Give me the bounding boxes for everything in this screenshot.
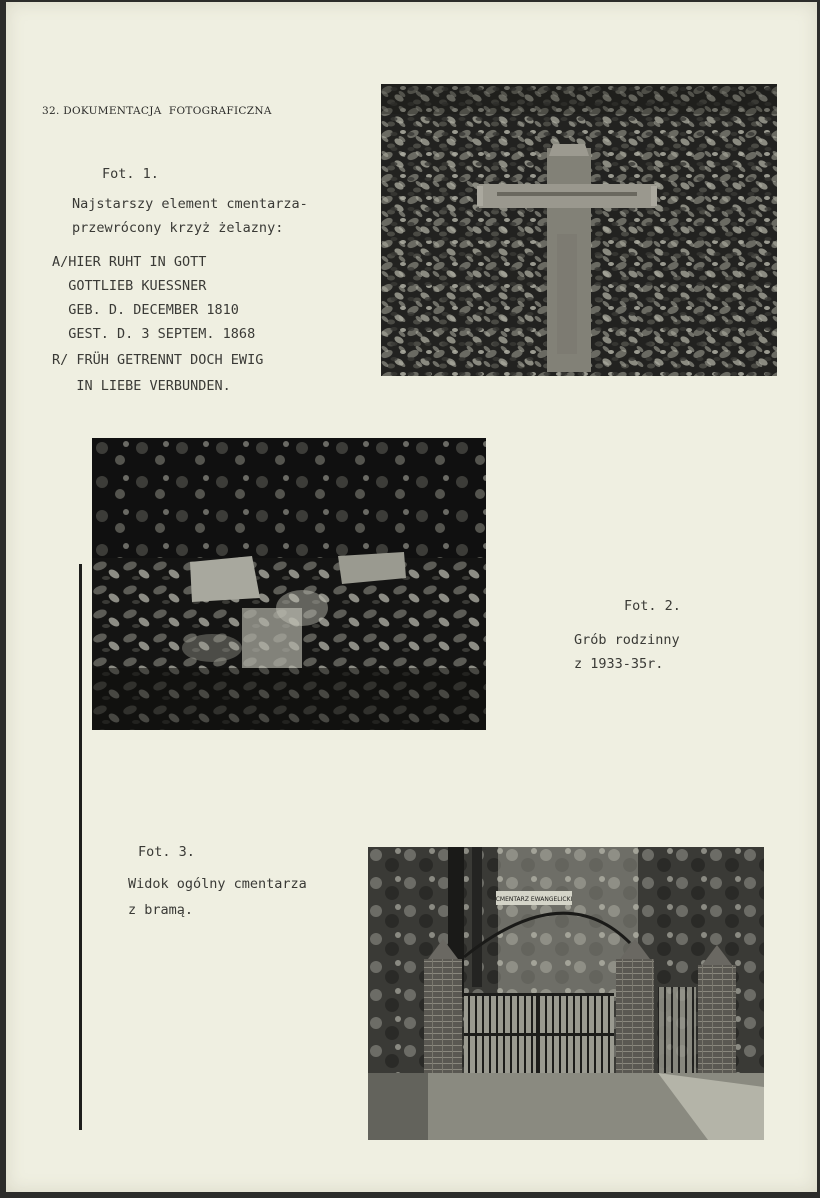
fot1-caption-line-1: Najstarszy element cmentarza- [72,196,308,212]
fot1-label: Fot. 1. [102,166,159,182]
fot3-caption-line-1: Widok ogólny cmentarza [128,876,307,892]
fot2-caption-line-1: Grób rodzinny [574,632,680,648]
fot1-inscription-line-5: R/ FRÜH GETRENNT DOCH EWIG [52,352,264,368]
fot2-label: Fot. 2. [624,598,681,614]
margin-rule [79,564,82,1130]
fot1-caption-line-2: przewrócony krzyż żelazny: [72,220,284,236]
photo-2-family-grave [92,438,486,730]
page-header: 32. DOKUMENTACJA FOTOGRAFICZNA [42,105,272,117]
fot3-label: Fot. 3. [138,844,195,860]
document-page [6,2,817,1192]
fot1-inscription-line-2: GOTTLIEB KUESSNER [52,278,207,294]
fot2-caption-line-2: z 1933-35r. [574,656,664,672]
fot3-caption-line-2: z bramą. [128,902,194,918]
photo-1-fallen-cross [381,84,777,376]
fot1-inscription-line-1: A/HIER RUHT IN GOTT [52,254,207,270]
photo-3-cemetery-gate [368,847,764,1140]
fot1-inscription-line-3: GEB. D. DECEMBER 1810 [52,302,239,318]
fot1-inscription-line-6: IN LIEBE VERBUNDEN. [52,378,231,394]
gate-sign-text: CMENTARZ EWANGELICKI [495,896,573,903]
fot1-inscription-line-4: GEST. D. 3 SEPTEM. 1868 [52,326,256,342]
